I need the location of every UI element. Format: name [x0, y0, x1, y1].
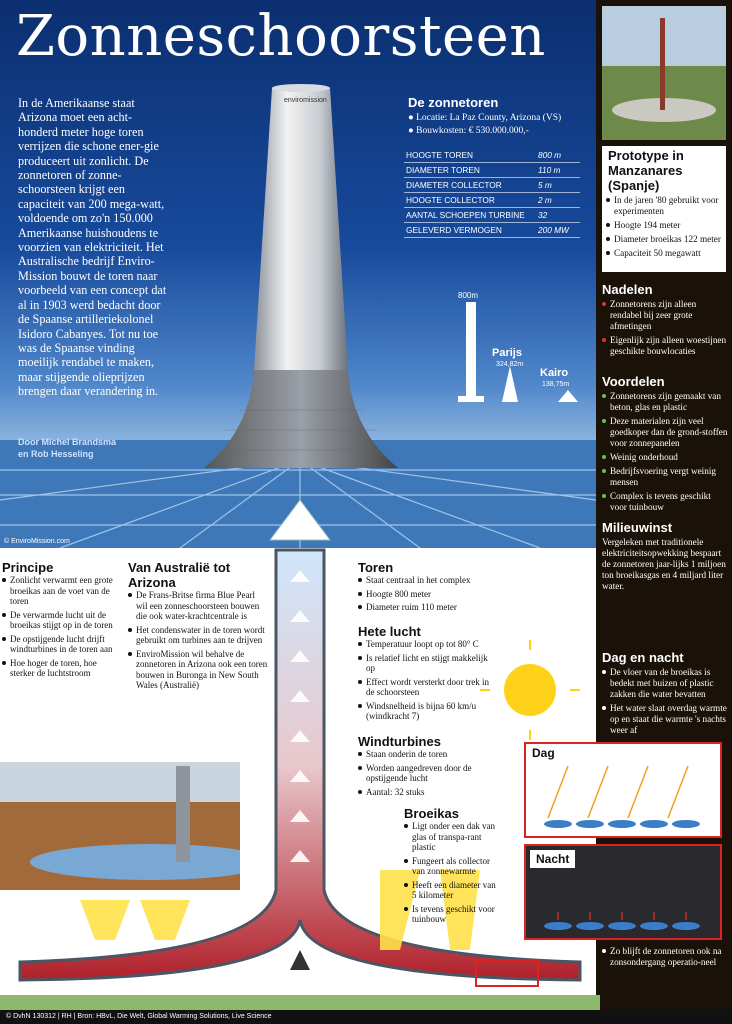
tower-silhouette: [466, 302, 476, 402]
spec-row-value: 32: [536, 208, 580, 223]
cairo-height: 138,75m: [542, 381, 570, 388]
toren-title: Toren: [358, 560, 394, 575]
list-item: Zo blijft de zonnetoren ook na zonsondergang operatio-neel: [602, 946, 728, 968]
page-title: Zonneschoorsteen: [16, 4, 546, 69]
list-item: Zonnetorens zijn gemaakt van beton, glas en plastic: [602, 391, 728, 413]
dagnacht-title: Dag en nacht: [602, 650, 684, 665]
list-item: Windsnelheid is bijna 60 km/u (windkracht 7): [358, 701, 498, 722]
nacht-label: Nacht: [530, 850, 575, 868]
dag-box: [524, 742, 722, 838]
list-item: Ligt onder een dak van glas of transpa-rant plastic: [404, 821, 496, 853]
prototype-title: Prototype in Manzanares (Spanje): [608, 148, 684, 193]
ground: [0, 995, 600, 1010]
nacht-illustration: [528, 876, 718, 936]
hete-lucht-list: [358, 639, 498, 722]
footer-credits: © DvhN 130312 | RH | Bron: HBvL, Die Welt, Global Warming Solutions, Live Science: [0, 1010, 732, 1024]
list-item: Zonnetorens zijn alleen rendabel bij zeer grote afmetingen: [602, 299, 728, 332]
nadelen-list: [602, 299, 728, 357]
toren-list: [358, 575, 498, 613]
list-item: Is tevens geschikt voor tuinbouw: [404, 904, 496, 925]
up-arrow-icon: [270, 500, 330, 540]
list-item: Diameter broeikas 122 meter: [606, 234, 722, 245]
spec-row-label: HOOGTE TOREN: [404, 148, 536, 163]
spec-row: [404, 163, 580, 178]
list-item: Staat centraal in het complex: [358, 575, 498, 586]
list-item: Complex is tevens geschikt voor tuinbouw: [602, 491, 728, 513]
spec-row: [404, 223, 580, 238]
spec-row-value: 2 m: [536, 193, 580, 208]
spec-row: [404, 148, 580, 163]
list-item: Zonlicht verwarmt een grote broeikas aan de voet van de toren: [2, 575, 120, 607]
prototype-photo: [602, 6, 726, 140]
spec-row-label: HOOGTE COLLECTOR: [404, 193, 536, 208]
eiffel-tower-icon: [502, 366, 518, 402]
photo-credit: © EnviroMission.com: [4, 538, 70, 545]
list-item: Fungeert als collector van zonnewarmte: [404, 856, 496, 877]
spec-location: ● Locatie: La Paz County, Arizona (VS): [408, 113, 562, 123]
tower-brand-label: enviromission: [284, 97, 327, 104]
sun-icon: [504, 664, 556, 716]
list-item: De opstijgende lucht drijft windturbines in de toren aan: [2, 634, 120, 655]
list-item: Hoogte 800 meter: [358, 589, 498, 600]
tower-illustration: [180, 80, 420, 500]
list-item: De vloer van de broeikas is bedekt met buizen of plastic zakken die water bevatten: [602, 667, 728, 700]
hete-lucht-section: [358, 624, 498, 725]
spec-table: [404, 148, 580, 238]
spec-row: [404, 193, 580, 208]
australie-section: [128, 560, 268, 694]
spec-row-label: DIAMETER TOREN: [404, 163, 536, 178]
intro-text: In de Amerikaanse staat Arizona moet een acht-honderd meter hoge toren verrijzen die schone ener-gie produceert uit zonlicht. De zonnetoren of zonne-schoorsteen krijgt een capaciteit van 200 mega-watt, voldoende om zo'n 150.000 Amerikaanse huishoudens te voorzien van elektriciteit. Het Australische bedrijf Enviro-Mission bouwt de toren naar voorbeeld van een concept dat al in 1903 werd bedacht door de Spaanse artilleriekolonel Isidoro Cabanyes. Tot nu toe was de Spaanse vinding moeilijk rendabel te maken, maar stijgende olieprijzen brengen daar verandering in.: [18, 96, 167, 399]
nadelen-title: Nadelen: [602, 282, 653, 297]
list-item: Aantal: 32 stuks: [358, 787, 498, 798]
list-item: Heeft een diameter van 5 kilometer: [404, 880, 496, 901]
cairo-label: Kairo: [540, 367, 569, 379]
broeikas-list: [404, 821, 496, 925]
list-item: Deze materialen zijn veel goedkoper dan de grond-stoffen voor zonnepanelen: [602, 416, 728, 449]
list-item: Is relatief licht en stijgt makkelijk op: [358, 653, 498, 674]
list-item: In de jaren '80 gebruikt voor experimenten: [606, 195, 722, 217]
list-item: Het water slaat overdag warmte op en staat die warmte 's nachts weer af: [602, 703, 728, 736]
broeikas-title: Broeikas: [404, 806, 459, 821]
principe-list: [2, 575, 120, 679]
spec-title: De zonnetoren: [408, 95, 499, 110]
principe-title: Principe: [2, 560, 54, 575]
spec-row-label: GELEVERD VERMOGEN: [404, 223, 536, 238]
list-item: Worden aangedreven door de opstijgende lucht: [358, 763, 498, 784]
list-item: Hoogte 194 meter: [606, 220, 722, 231]
list-item: De Frans-Britse firma Blue Pearl wil een zonneschoorsteen bouwen die ook water-krachtcentrale is: [128, 590, 268, 622]
list-item: EnviroMission wil behalve de zonnetoren in Arizona ook een toren bouwen in Buronga in New South Wales (Australië): [128, 649, 268, 691]
dagnacht-list: [602, 667, 728, 736]
spec-row-value: 200 MW: [536, 223, 580, 238]
height-comparison: [440, 288, 596, 408]
spec-cost-text: Bouwkosten: € 530.000.000,-: [416, 126, 529, 136]
spec-row-label: DIAMETER COLLECTOR: [404, 178, 536, 193]
hete-lucht-title: Hete lucht: [358, 624, 421, 639]
spec-location-text: Locatie: La Paz County, Arizona (VS): [416, 113, 562, 123]
dagnacht-tail-list: [602, 946, 728, 968]
spec-row-label: AANTAL SCHOEPEN TURBINE: [404, 208, 536, 223]
prototype-list: [602, 193, 726, 264]
dag-illustration: [528, 762, 718, 836]
spec-row-value: 5 m: [536, 178, 580, 193]
broeikas-section: [404, 806, 496, 928]
voordelen-title: Voordelen: [602, 374, 665, 389]
milieuwinst-section: [602, 520, 728, 592]
nacht-box: [524, 844, 722, 940]
byline: [18, 436, 178, 460]
milieuwinst-title: Milieuwinst: [602, 520, 673, 535]
list-item: De verwarmde lucht uit de broeikas stijgt op in de toren: [2, 610, 120, 631]
list-item: Capaciteit 50 megawatt: [606, 248, 722, 259]
australie-title: Van Australië tot Arizona: [128, 560, 231, 590]
dag-label: Dag: [532, 746, 555, 760]
list-item: Het condenswater in de toren wordt gebruikt om turbines aan te drijven: [128, 625, 268, 646]
spec-row: [404, 178, 580, 193]
spec-row-value: 800 m: [536, 148, 580, 163]
list-item: Temperatuur loopt op tot 80° C: [358, 639, 498, 650]
byline-line-2: en Rob Hesseling: [18, 449, 94, 459]
windturbines-title: Windturbines: [358, 734, 441, 749]
list-item: Weinig onderhoud: [602, 452, 728, 463]
list-item: Hoe hoger de toren, hoe sterker de luchtstroom: [2, 658, 120, 679]
milieuwinst-text: Vergeleken met traditionele elektriciteitsopwekking bespaart de zonnetoren jaar-lijks 1 miljoen ton broeikasgas en 4 miljard liter water.: [602, 537, 726, 591]
nadelen-section: [602, 282, 728, 360]
voordelen-section: [602, 374, 728, 516]
voordelen-list: [602, 391, 728, 513]
paris-height: 324,82m: [496, 361, 524, 368]
spec-row: [404, 208, 580, 223]
toren-section: [358, 560, 498, 616]
pyramid-icon: [558, 390, 578, 402]
byline-line-1: Door Michel Brandsma: [18, 437, 117, 447]
list-item: Staan onderin de toren: [358, 749, 498, 760]
australie-list: [128, 590, 268, 691]
list-item: Effect wordt versterkt door trek in de schoorsteen: [358, 677, 498, 698]
spec-cost: ● Bouwkosten: € 530.000.000,-: [408, 126, 529, 136]
list-item: Eigenlijk zijn alleen woestijnen geschikte bouwlocaties: [602, 335, 728, 357]
turbine-icon: [290, 950, 310, 970]
dagnacht-section: [602, 650, 728, 739]
list-item: Bedrijfsvoering vergt weinig mensen: [602, 466, 728, 488]
prototype-photo-2: [0, 762, 240, 890]
dagnacht-tail: [602, 946, 728, 971]
tower-height-label: 800m: [458, 291, 479, 300]
spec-row-value: 110 m: [536, 163, 580, 178]
prototype-box: [602, 146, 726, 272]
windturbines-list: [358, 749, 498, 797]
principe-section: [2, 560, 120, 682]
paris-label: Parijs: [492, 347, 522, 359]
list-item: Diameter ruim 110 meter: [358, 602, 498, 613]
windturbines-section: [358, 734, 498, 800]
